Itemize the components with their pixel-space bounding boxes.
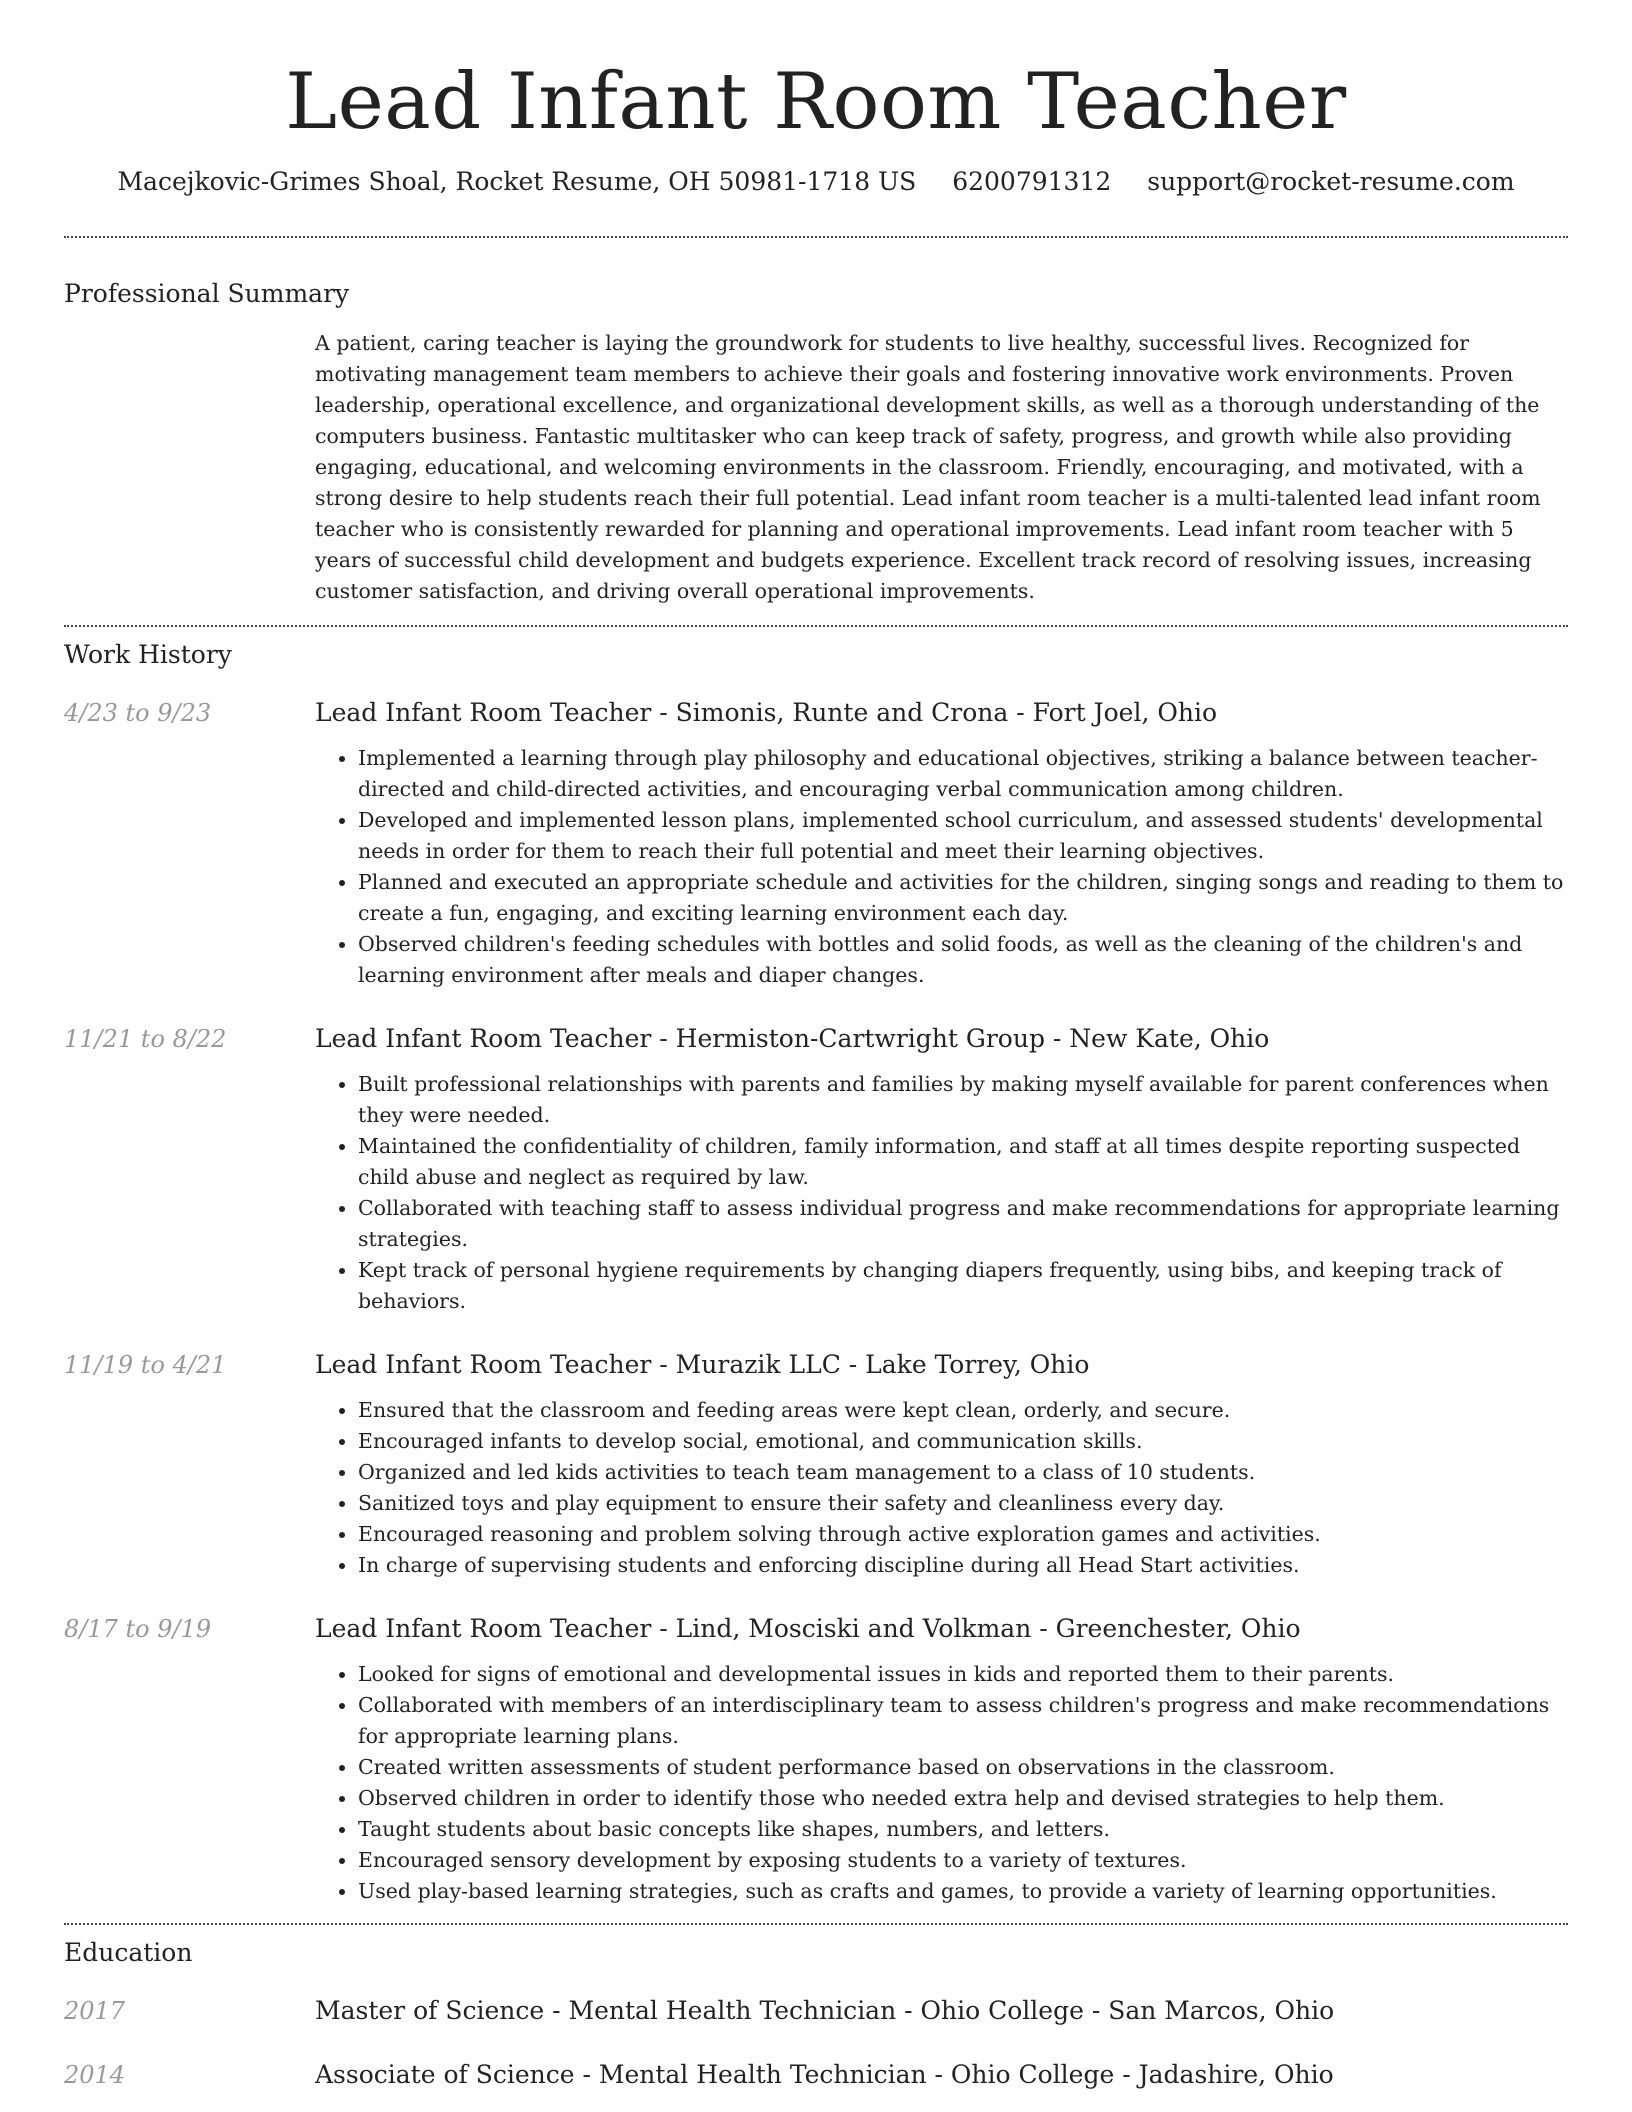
list-item: • Encouraged infants to develop social, emotional, and communication skills.: [358, 1426, 1568, 1457]
job-bullets: [315, 1395, 1568, 1581]
list-item: • Taught students about basic concepts like shapes, numbers, and letters.: [358, 1814, 1568, 1845]
list-item: • Implemented a learning through play philosophy and educational objectives, striking a balance between teacher-directed and child-directed activities, and encouraging verbal communication among children.: [358, 743, 1568, 805]
job-title: Lead Infant Room Teacher - Murazik LLC - Lake Torrey, Ohio: [315, 1350, 1090, 1379]
education-entry: [64, 2059, 1568, 2091]
list-item: • Ensured that the classroom and feeding areas were kept clean, orderly, and secure.: [358, 1395, 1568, 1426]
section-divider: [64, 1923, 1568, 1925]
contact-email: support@rocket-resume.com: [1147, 167, 1515, 196]
job-entry: [64, 1023, 1568, 1317]
list-item: • Sanitized toys and play equipment to ensure their safety and cleanliness every day.: [358, 1488, 1568, 1519]
section-title-education: Education: [64, 1938, 193, 1967]
list-item: • Organized and led kids activities to teach team management to a class of 10 students.: [358, 1457, 1568, 1488]
list-item: • Collaborated with members of an interdisciplinary team to assess children's progress and make recommendations for appropriate learning plans.: [358, 1690, 1568, 1752]
contact-phone: 6200791312: [952, 167, 1112, 196]
summary-text: A patient, caring teacher is laying the groundwork for students to live healthy, successful lives. Recognized for motivating management team members to achieve their goals and fostering innovative work environments. Proven leadership, operational excellence, and organizational development skills, as well as a thorough understanding of the computers business. Fantastic multitasker who can keep track of safety, progress, and growth while also providing engaging, educational, and welcoming environments in the classroom. Friendly, encouraging, and motivated, with a strong desire to help students reach their full potential. Lead infant room teacher is a multi-talented lead infant room teacher who is consistently rewarded for planning and operational improvements. Lead infant room teacher with 5 years of successful child development and budgets experience. Excellent track record of resolving issues, increasing customer satisfaction, and driving overall operational improvements.: [315, 331, 1541, 603]
job-title: Lead Infant Room Teacher - Hermiston-Cartwright Group - New Kate, Ohio: [315, 1024, 1270, 1053]
list-item: • Encouraged sensory development by exposing students to a variety of textures.: [358, 1845, 1568, 1876]
job-entry: [64, 1349, 1568, 1581]
job-bullets: [315, 1659, 1568, 1907]
resume-page: [64, 0, 1568, 2091]
list-item: • Built professional relationships with parents and families by making myself available for parent conferences when they were needed.: [358, 1069, 1568, 1131]
list-item: • Created written assessments of student performance based on observations in the classroom.: [358, 1752, 1568, 1783]
list-item: • Observed children's feeding schedules with bottles and solid foods, as well as the cleaning of the children's and learning environment after meals and diaper changes.: [358, 929, 1568, 991]
education-entry: [64, 1995, 1568, 2027]
job-entry: [64, 697, 1568, 991]
education-degree: Associate of Science - Mental Health Technician - Ohio College - Jadashire, Ohio: [315, 2060, 1334, 2089]
section-divider: [64, 625, 1568, 627]
list-item: • In charge of supervising students and enforcing discipline during all Head Start activities.: [358, 1550, 1568, 1581]
job-title: Lead Infant Room Teacher - Simonis, Runte and Crona - Fort Joel, Ohio: [315, 698, 1218, 727]
list-item: • Kept track of personal hygiene requirements by changing diapers frequently, using bibs, and keeping track of behaviors.: [358, 1255, 1568, 1317]
job-bullets: [315, 743, 1568, 991]
page-title: Lead Infant Room Teacher: [285, 57, 1347, 147]
section-title-work-history: Work History: [64, 640, 232, 669]
education-year: 2017: [64, 1997, 126, 2025]
education-year: 2014: [64, 2061, 126, 2089]
list-item: • Used play-based learning strategies, such as crafts and games, to provide a variety of learning opportunities.: [358, 1876, 1568, 1907]
job-dates: 11/21 to 8/22: [64, 1025, 227, 1053]
job-bullets: [315, 1069, 1568, 1317]
job-dates: 8/17 to 9/19: [64, 1615, 212, 1643]
section-divider: [64, 236, 1568, 238]
contact-line: [64, 166, 1568, 198]
list-item: • Planned and executed an appropriate schedule and activities for the children, singing songs and reading to them to create a fun, engaging, and exciting learning environment each day.: [358, 867, 1568, 929]
contact-address: Macejkovic-Grimes Shoal, Rocket Resume, OH 50981-1718 US: [117, 167, 917, 196]
section-title-summary: Professional Summary: [64, 279, 350, 308]
list-item: • Looked for signs of emotional and developmental issues in kids and reported them to their parents.: [358, 1659, 1568, 1690]
list-item: • Collaborated with teaching staff to assess individual progress and make recommendations for appropriate learning strategies.: [358, 1193, 1568, 1255]
job-title: Lead Infant Room Teacher - Lind, Mosciski and Volkman - Greenchester, Ohio: [315, 1614, 1301, 1643]
list-item: • Observed children in order to identify those who needed extra help and devised strategies to help them.: [358, 1783, 1568, 1814]
list-item: • Encouraged reasoning and problem solving through active exploration games and activities.: [358, 1519, 1568, 1550]
job-entry: [64, 1613, 1568, 1907]
job-dates: 11/19 to 4/21: [64, 1351, 227, 1379]
job-dates: 4/23 to 9/23: [64, 699, 212, 727]
list-item: • Developed and implemented lesson plans, implemented school curriculum, and assessed students' developmental needs in order for them to reach their full potential and meet their learning objectives.: [358, 805, 1568, 867]
list-item: • Maintained the confidentiality of children, family information, and staff at all times despite reporting suspected child abuse and neglect as required by law.: [358, 1131, 1568, 1193]
education-degree: Master of Science - Mental Health Technician - Ohio College - San Marcos, Ohio: [315, 1996, 1335, 2025]
